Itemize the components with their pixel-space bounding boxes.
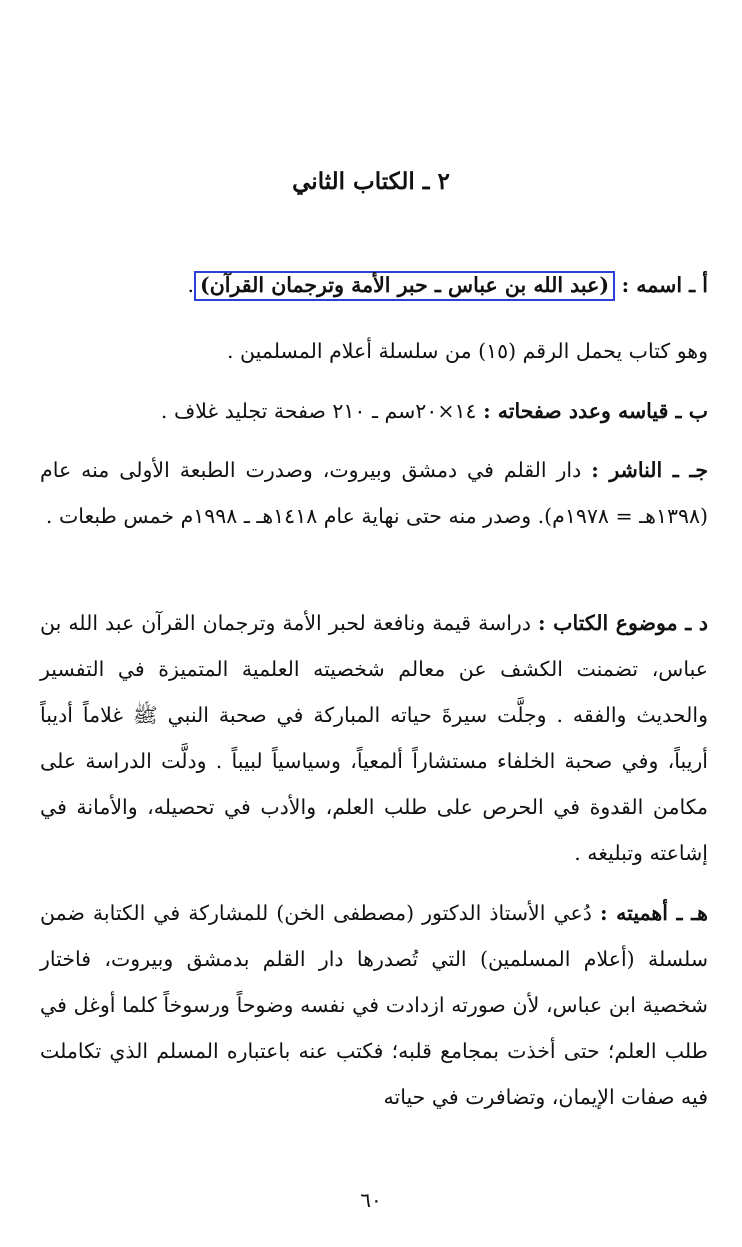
section-c-label: جـ ـ الناشر : — [591, 458, 708, 482]
book-title-highlight: (عبد الله بن عباس ـ حبر الأمة وترجمان القرآن) — [194, 271, 615, 301]
section-a-series-line: وهو كتاب يحمل الرقم (١٥) من سلسلة أعلام المسلمين . — [227, 339, 708, 363]
section-e-text: دُعي الأستاذ الدكتور (مصطفى الخن) للمشاركة في الكتابة ضمن سلسلة (أعلام المسلمين) التي تُصدرها دار القلم بدمشق وبيروت، فاختار شخصية ابن عباس، لأن صورته ازدادت في نفسه وضوحاً ورسوخاً كلما أوغل في طلب العلم؛ حتى أخذت بمجامع قلبه؛ فكتب عنه باعتباره المسلم الذي تكاملت فيه صفات الإيمان، وتضافرت في حياته — [40, 901, 708, 1109]
section-a-name — [40, 262, 738, 308]
section-c-text: دار القلم في دمشق وبيروت، وصدرت الطبعة الأولى منه عام (١٣٩٨هـ = ١٩٧٨م). وصدر منه حتى نهاية عام ١٤١٨هـ ـ ١٩٩٨م خمس طبعات . — [40, 458, 708, 528]
section-heading: ٢ ـ الكتاب الثاني — [292, 168, 450, 195]
page-number: ٦٠ — [360, 1188, 382, 1212]
section-c-publisher — [40, 447, 738, 539]
section-e-label: هـ ـ أهميته : — [599, 901, 708, 925]
section-d-text: دراسة قيمة ونافعة لحبر الأمة وترجمان القرآن عبد الله بن عباس، تضمنت الكشف عن معالم شخصيته العلمية المتميزة في التفسير والحديث والفقه . وجلَّت سيرةَ حياته المباركة في صحبة النبي ﷺ غلاماً أديباً أريباً، وفي صحبة الخلفاء مستشاراً ألمعياً، وسياسياً لبيباً . ودلَّت الدراسة على مكامن القدوة في الحرص على طلب العلم، والأدب في تحصيله، والأمانة في إشاعته وتبليغه . — [40, 611, 708, 865]
section-d-subject — [40, 600, 738, 876]
section-b-text: ١٤×٢٠سم ـ ٢١٠ صفحة تجليد غلاف . — [160, 399, 477, 423]
section-b-label: ب ـ قياسه وعدد صفحاته : — [483, 399, 708, 423]
section-d-label: د ـ موضوع الكتاب : — [537, 611, 708, 635]
section-b-size — [40, 388, 738, 434]
section-e-importance — [40, 890, 738, 1120]
section-a-period: . — [187, 273, 195, 297]
section-a-label: أ ـ اسمه : — [621, 273, 708, 297]
